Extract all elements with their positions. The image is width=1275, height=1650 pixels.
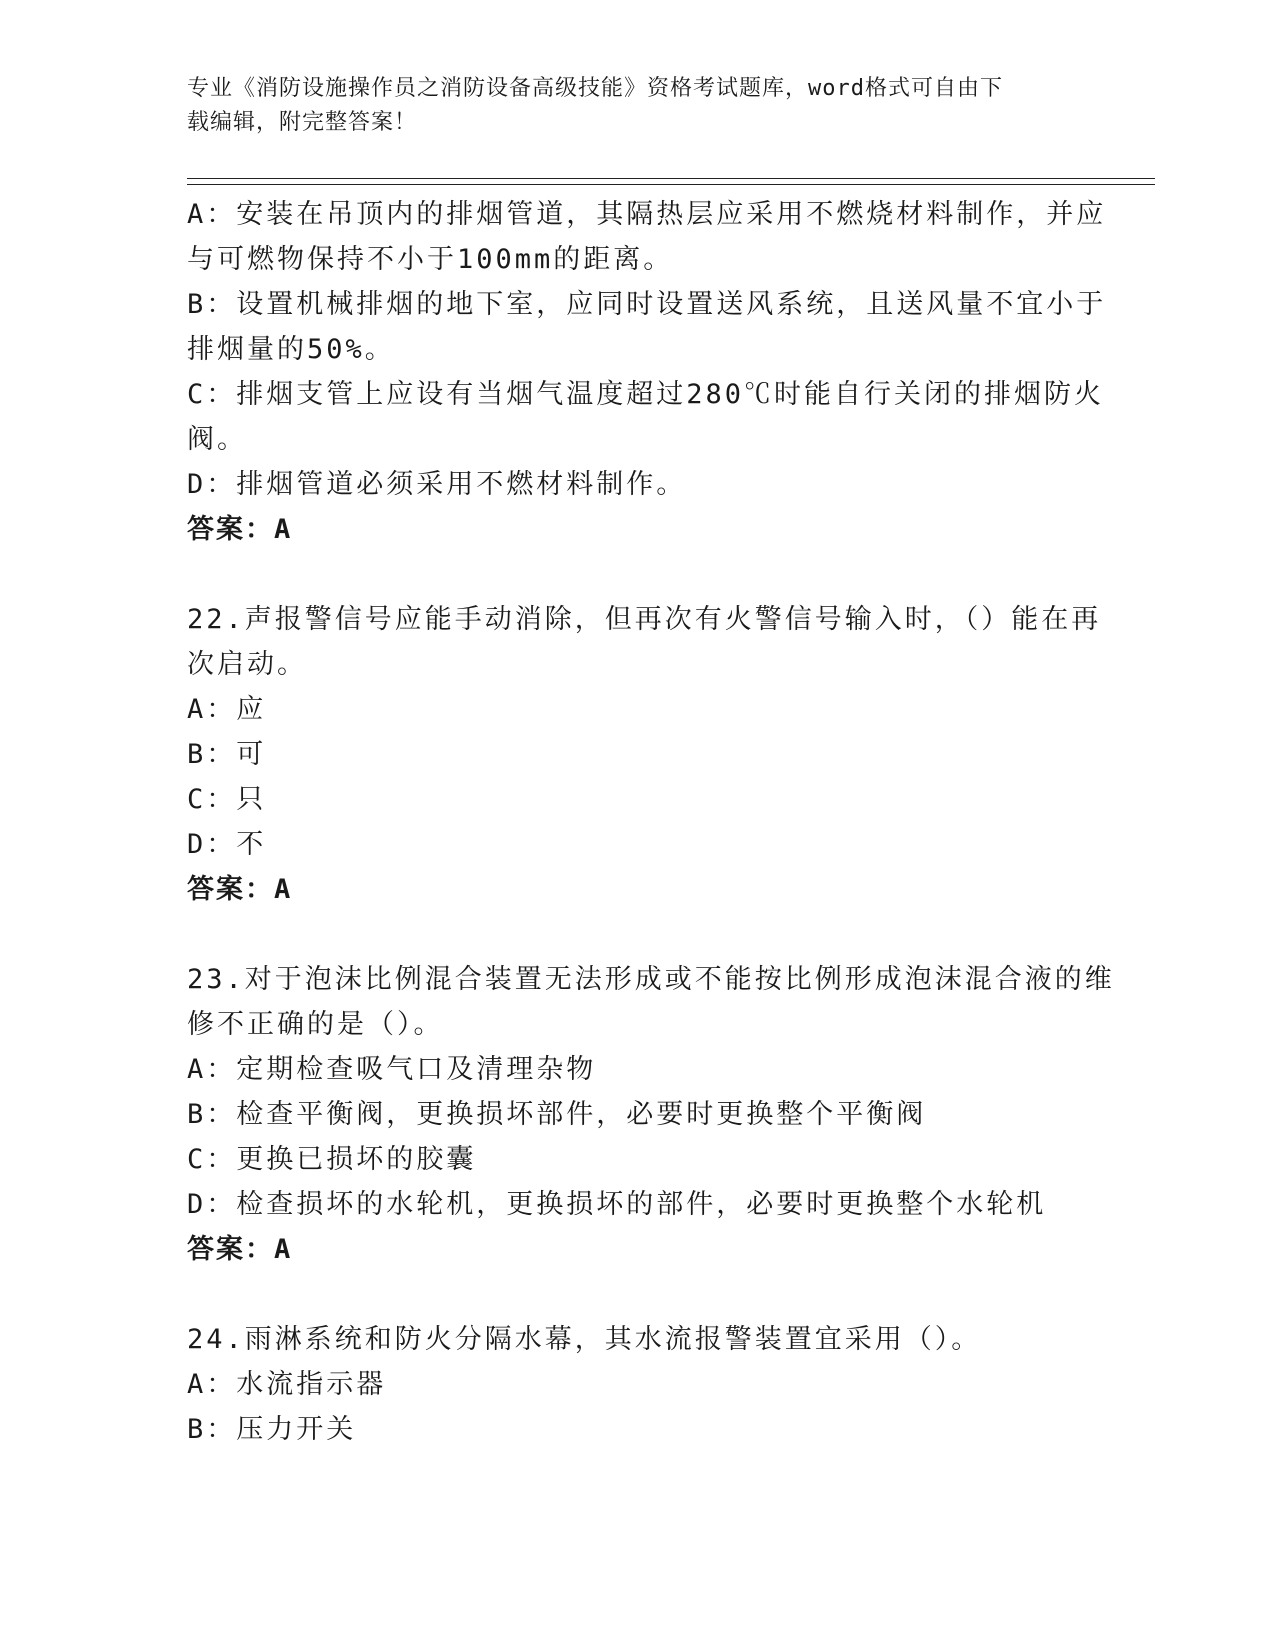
spacer: [187, 552, 1087, 597]
option-c: C：更换已损坏的胶囊: [187, 1144, 477, 1175]
document-header: [187, 72, 1087, 140]
question-23-block: [187, 957, 1115, 1272]
option-d: D：检查损坏的水轮机，更换损坏的部件，必要时更换整个水轮机: [187, 1189, 1047, 1220]
answer-line: 答案：A: [187, 874, 293, 905]
option-c: C：排烟支管上应设有当烟气温度超过280℃时能自行关闭的排烟防火: [187, 379, 1105, 410]
option-d: D：不: [187, 829, 267, 860]
header-rule-top: [187, 178, 1155, 179]
option-a: A：应: [187, 694, 267, 725]
question-stem-continued: 次启动。: [187, 649, 307, 680]
question-stem-continued: 修不正确的是（）。: [187, 1009, 444, 1040]
question-content: [187, 192, 1115, 1452]
header-rule-bottom: [187, 184, 1155, 185]
question-stem: 24.雨淋系统和防火分隔水幕，其水流报警装置宜采用（）。: [187, 1324, 982, 1355]
option-a: A：定期检查吸气口及清理杂物: [187, 1054, 597, 1085]
option-d: D：排烟管道必须采用不燃材料制作。: [187, 469, 687, 500]
option-b: B：可: [187, 739, 267, 770]
header-line-1: 专业《消防设施操作员之消防设备高级技能》资格考试题库，word格式可自由下: [187, 76, 1003, 101]
option-c-continued: 阀。: [187, 424, 247, 455]
previous-question-block: [187, 192, 1107, 552]
option-a: A：安装在吊顶内的排烟管道，其隔热层应采用不燃烧材料制作，并应: [187, 199, 1107, 230]
question-stem: 23.对于泡沫比例混合装置无法形成或不能按比例形成泡沫混合液的维: [187, 964, 1115, 995]
spacer: [187, 912, 1087, 957]
question-stem: 22.声报警信号应能手动消除，但再次有火警信号输入时，（）能在再: [187, 604, 1102, 635]
answer-line: 答案：A: [187, 1234, 293, 1265]
option-b: B：压力开关: [187, 1414, 357, 1445]
question-22-block: [187, 597, 1102, 912]
header-line-2: 载编辑，附完整答案！: [187, 110, 418, 135]
option-a-continued: 与可燃物保持不小于100mm的距离。: [187, 244, 674, 275]
option-c: C：只: [187, 784, 267, 815]
answer-line: 答案：A: [187, 514, 293, 545]
option-b: B：检查平衡阀，更换损坏部件，必要时更换整个平衡阀: [187, 1099, 927, 1130]
question-24-block: [187, 1317, 1087, 1452]
option-a: A：水流指示器: [187, 1369, 387, 1400]
spacer: [187, 1272, 1087, 1317]
option-b-continued: 排烟量的50%。: [187, 334, 395, 365]
option-b: B：设置机械排烟的地下室，应同时设置送风系统，且送风量不宜小于: [187, 289, 1107, 320]
